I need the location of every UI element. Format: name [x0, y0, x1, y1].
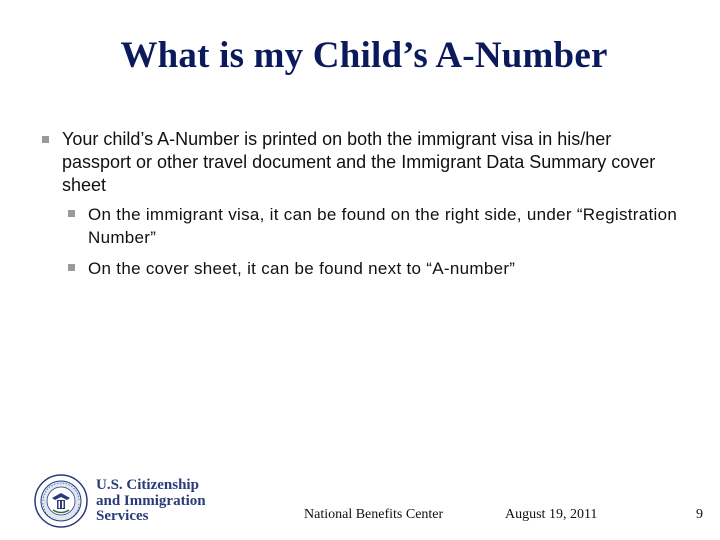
bullet-item — [42, 128, 682, 197]
sub-bullet-text: On the cover sheet, it can be found next to “A-number” — [88, 259, 516, 278]
bullet-marker-icon — [68, 264, 75, 271]
page-number: 9 — [696, 507, 703, 522]
sub-bullet-item — [68, 203, 682, 249]
bullet-marker-icon — [42, 136, 49, 143]
bullet-marker-icon — [68, 210, 75, 217]
footer-date: August 19, 2011 — [505, 507, 598, 522]
agency-line-3: Services — [96, 508, 149, 524]
sub-bullet-item — [68, 257, 682, 280]
agency-line-1: U.S. Citizenship — [96, 477, 199, 493]
slide-title: What is my Child’s A-Number — [120, 35, 608, 76]
footer-center: National Benefits Center — [304, 507, 444, 522]
agency-line-2: and Immigration — [96, 492, 206, 509]
bullet-text: Your child’s A-Number is printed on both the immigrant visa in his/her passport or other travel document and the Immigrant Data Summary cover sheet — [62, 129, 656, 195]
dhs-seal-icon — [34, 474, 88, 528]
sub-bullet-text: On the immigrant visa, it can be found on the right side, under “Registration Number” — [88, 205, 678, 247]
uscis-logo — [34, 474, 224, 530]
bullet-list — [42, 128, 682, 288]
agency-name — [96, 478, 206, 525]
